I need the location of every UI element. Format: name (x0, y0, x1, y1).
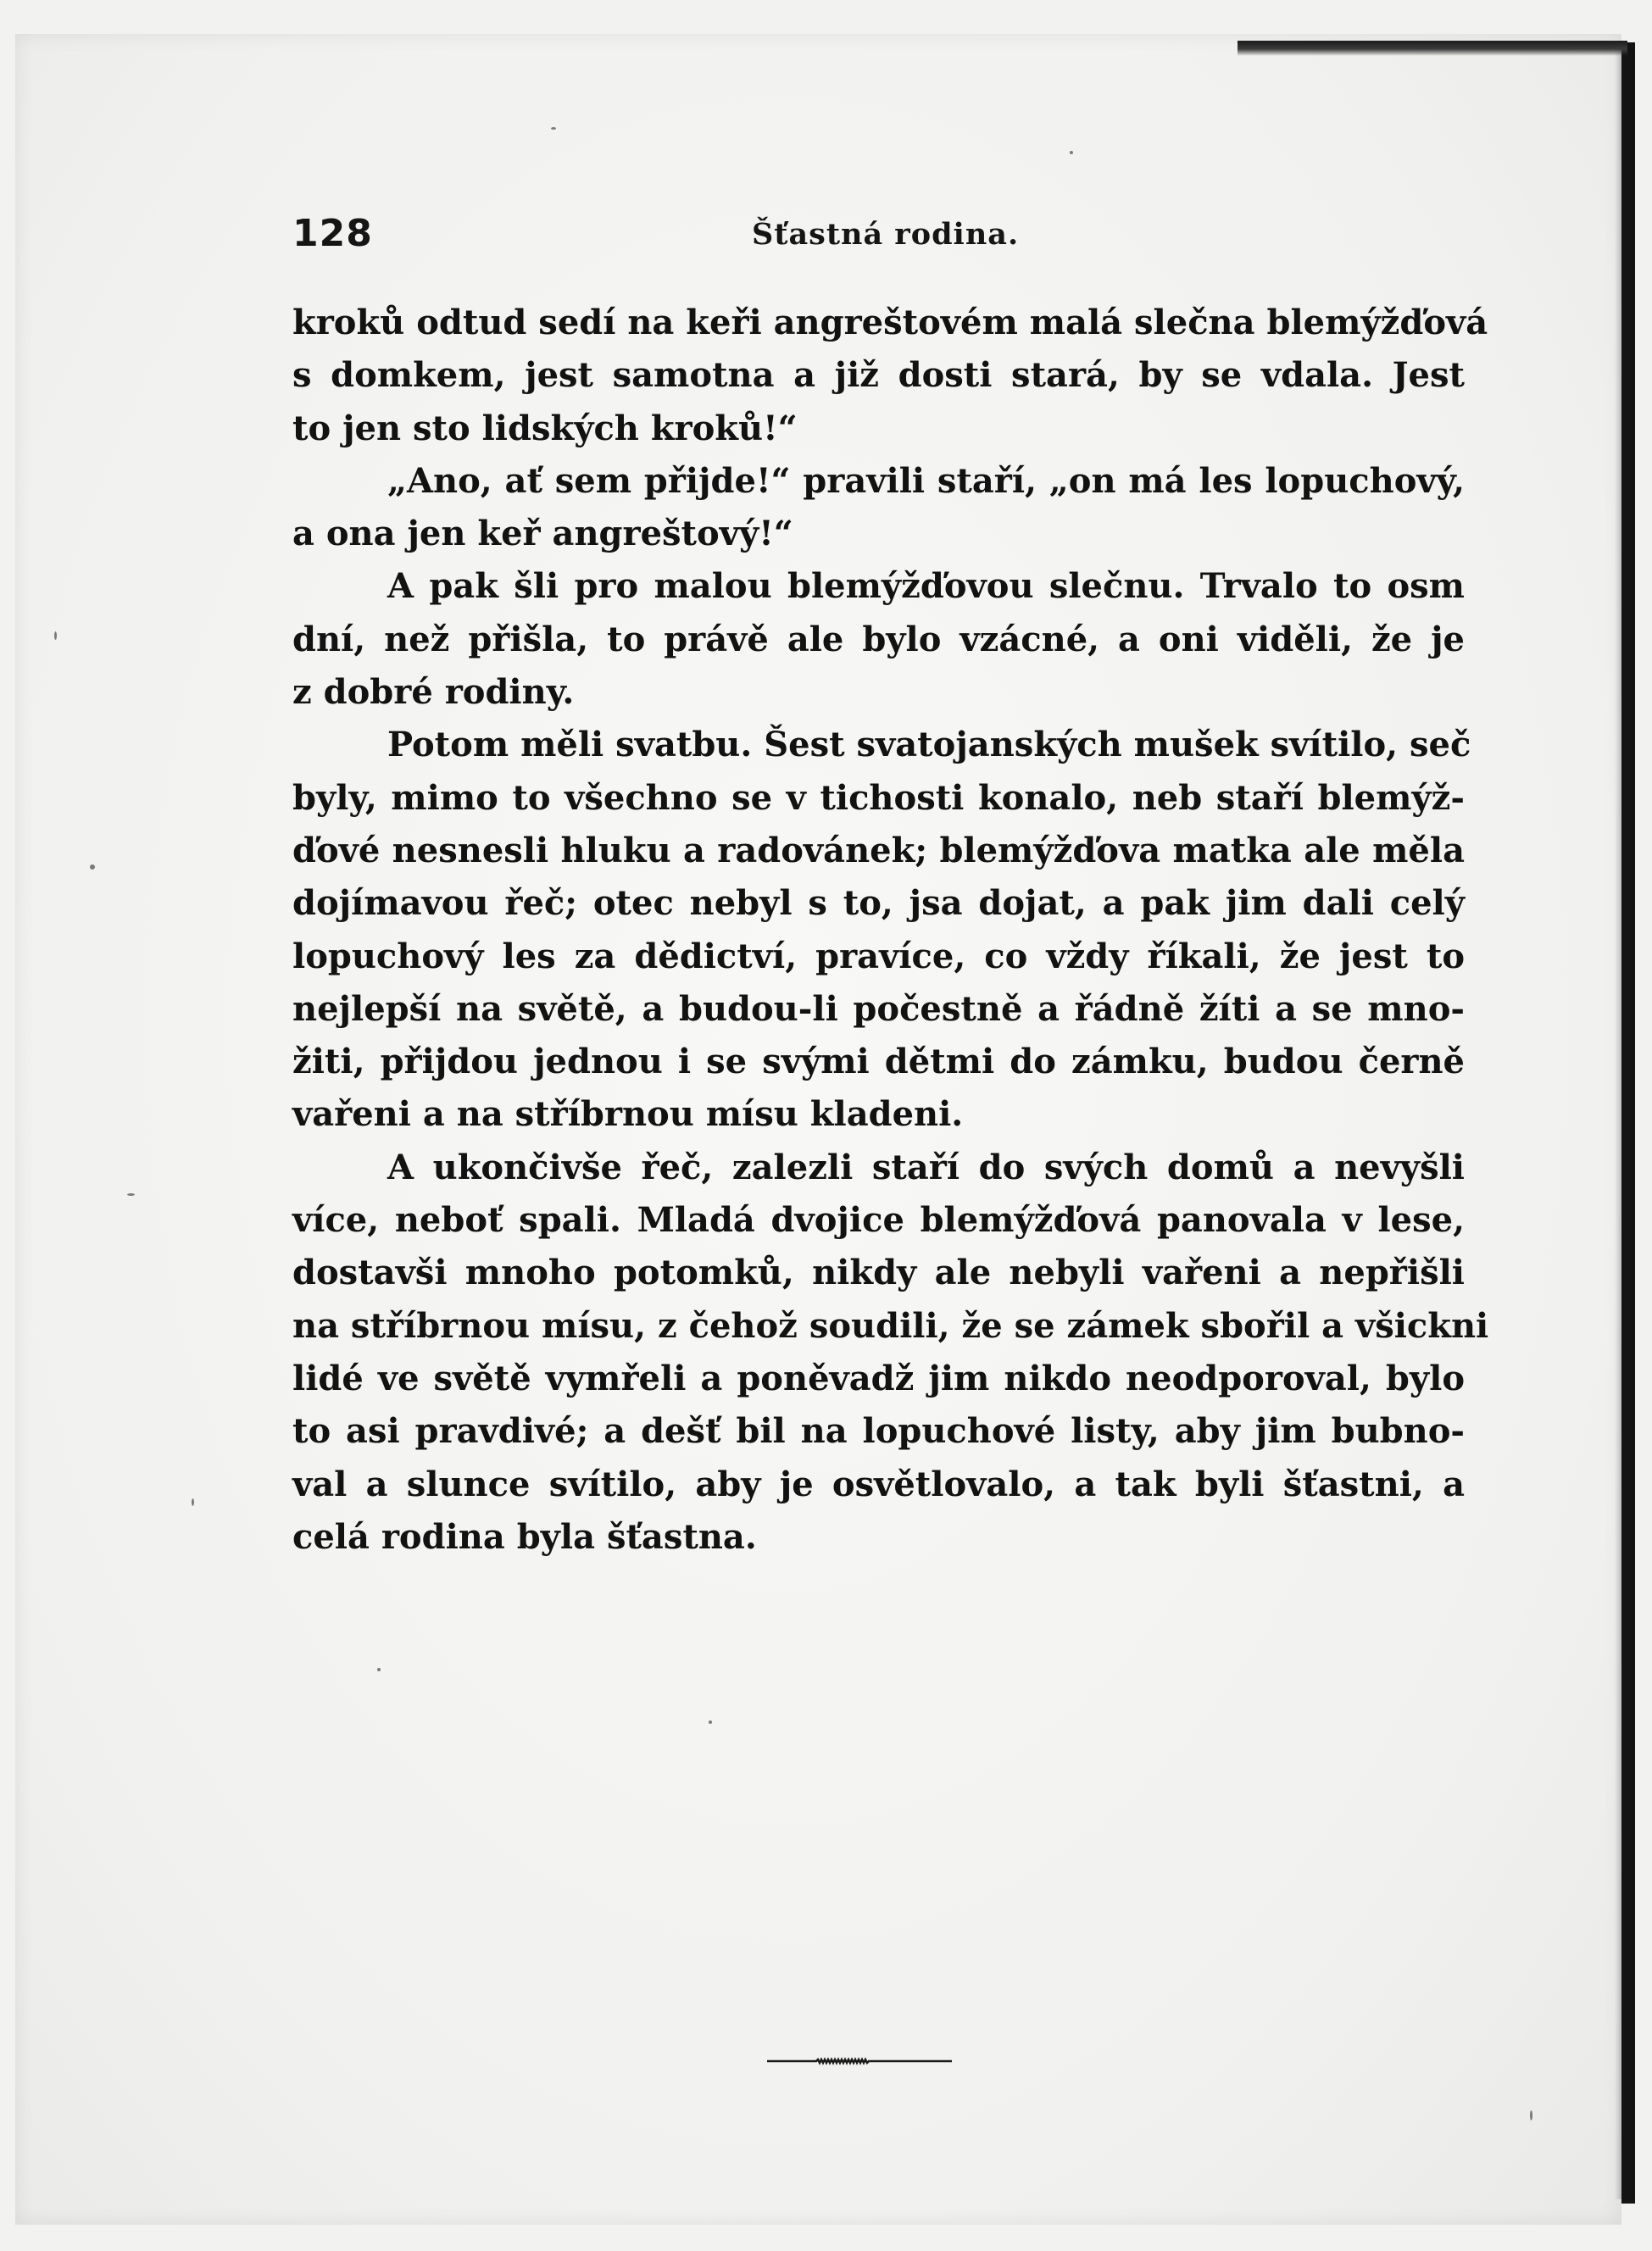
book-edge-dark-border (1621, 42, 1635, 2204)
paper-speck (1070, 151, 1073, 154)
text-line: z dobré rodiny. (292, 672, 575, 713)
text-line: žiti, přijdou jednou i se svými dětmi do zámku, budou černě (292, 1042, 1465, 1082)
text-line: lopuchový les za dědictví, pravíce, co vždy říkali, že jest to (292, 936, 1465, 976)
text-line: „Ano, ať sem přijde!“ pravili staří, „on má les lopuchový, (387, 460, 1465, 501)
text-line: to jen sto lidských kroků!“ (292, 408, 798, 448)
paper-speck (377, 1668, 381, 1671)
text-line: ďové nesnesli hluku a radovánek; blemýžďova matka ale měla (292, 830, 1465, 870)
top-edge-shadow (1238, 41, 1627, 56)
paper-speck (54, 631, 57, 640)
running-header (292, 212, 1428, 263)
body-text (292, 297, 1489, 1564)
text-line: nejlepší na světě, a budou-li počestně a řádně žíti a se mno- (292, 988, 1465, 1029)
paper-speck (127, 1193, 135, 1196)
text-line: celá rodina byla šťastna. (292, 1516, 757, 1557)
text-line: dojímavou řeč; otec nebyl s to, jsa dojat, a pak jim dali celý (292, 883, 1465, 924)
text-line: A pak šli pro malou blemýžďovou slečnu. Trvalo to osm (387, 566, 1465, 607)
text-line: s domkem, jest samotna a již dosti stará, by se vdala. Jest (292, 355, 1465, 396)
text-line: to asi pravdivé; a dešť bil na lopuchové listy, aby jim bubno- (292, 1411, 1465, 1452)
text-line: dostavši mnoho potomků, nikdy ale nebyli vařeni a nepřišli (292, 1253, 1465, 1293)
paper-speck (551, 127, 556, 130)
paper-speck (1530, 2110, 1532, 2120)
text-line: více, neboť spali. Mladá dvojice blemýžďová panovala v lese, (292, 1200, 1465, 1241)
text-line: lidé ve světě vymřeli a poněvadž jim nikdo neodporoval, bylo (292, 1358, 1465, 1398)
running-title: Šťastná rodina. (752, 217, 1020, 252)
end-ornament-icon (767, 2053, 952, 2070)
text-line: vařeni a na stříbrnou mísu kladeni. (292, 1094, 964, 1135)
text-line: dní, než přišla, to právě ale bylo vzácné, a oni viděli, že je (292, 619, 1465, 659)
text-line: A ukončivše řeč, zalezli staří do svých domů a nevyšli (387, 1147, 1465, 1187)
text-line: Potom měli svatbu. Šest svatojanských mušek svítilo, seč (387, 725, 1471, 765)
text-line: byly, mimo to všechno se v tichosti konalo, neb staří blemýž- (292, 777, 1465, 818)
text-line: kroků odtud sedí na keři angreštovém malá slečna blemýžďová (292, 303, 1488, 342)
text-line: a ona jen keř angreštový!“ (292, 514, 793, 554)
text-line: na stříbrnou mísu, z čehož soudili, že se zámek sbořil a všickni (292, 1305, 1489, 1346)
paper-speck (90, 864, 95, 870)
paper-speck (709, 1720, 712, 1724)
text-line: val a slunce svítilo, aby je osvětlovalo, a tak byli šťastni, a (292, 1464, 1465, 1504)
page-number: 128 (292, 212, 373, 255)
paper-speck (192, 1498, 194, 1506)
